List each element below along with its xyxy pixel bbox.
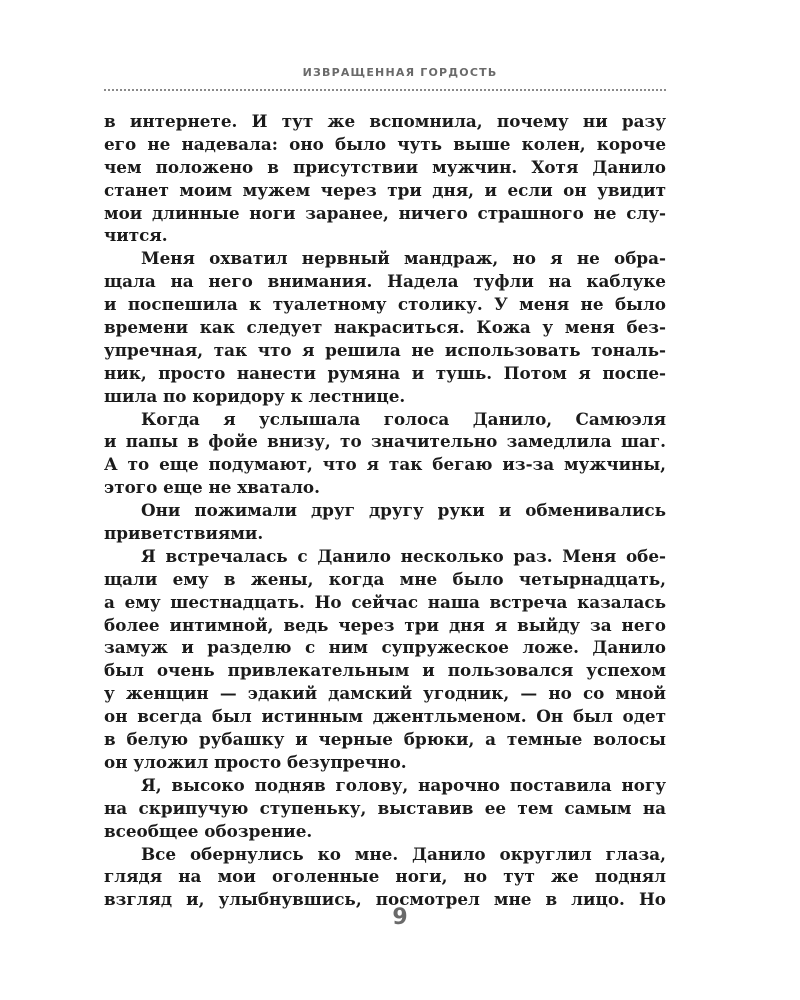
text-line: и поспешила к туалетному столику. У меня не было <box>104 294 666 315</box>
text-line: Я встречалась с Данило несколько раз. Меня обе- <box>141 545 666 566</box>
text-line: чится. <box>104 225 168 246</box>
body-text <box>104 110 666 911</box>
text-line: в белую рубашку и черные брюки, а темные волосы <box>104 729 666 750</box>
text-line: мои длинные ноги заранее, ничего страшного не слу- <box>104 202 666 223</box>
text-line: Меня охватил нервный мандраж, но я не обра- <box>141 248 666 269</box>
text-line: чем положено в присутствии мужчин. Хотя Данило <box>104 156 666 177</box>
text-line: упречная, так что я решила не использовать тональ- <box>104 339 666 360</box>
text-line: ник, просто нанести румяна и тушь. Потом я поспе- <box>104 362 666 383</box>
text-line: щала на него внимания. Надела туфли на каблуке <box>104 271 666 292</box>
text-line: он всегда был истинным джентльменом. Он был одет <box>104 706 666 727</box>
text-line: и папы в фойе внизу, то значительно замедлила шаг. <box>104 431 666 452</box>
text-line: А то еще подумают, что я так бегаю из-за мужчины, <box>104 454 666 475</box>
text-line: в интернете. И тут же вспомнила, почему ни разу <box>104 111 666 131</box>
text-line: Когда я услышала голоса Данило, Самюэля <box>141 408 666 429</box>
text-line: глядя на мои оголенные ноги, но тут же поднял <box>104 866 666 887</box>
text-line: этого еще не хватало. <box>104 477 320 498</box>
text-line: более интимной, ведь через три дня я выйду за него <box>104 614 666 635</box>
text-line: времени как следует накраситься. Кожа у меня без- <box>104 317 666 338</box>
running-header: ИЗВРАЩЕННАЯ ГОРДОСТЬ <box>302 66 498 79</box>
text-line: станет моим мужем через три дня, и если он увидит <box>104 179 666 200</box>
text-line: у женщин — эдакий дамский угодник, — но со мной <box>104 683 666 704</box>
text-line: взгляд и, улыбнувшись, посмотрел мне в лицо. Но <box>104 889 666 910</box>
text-line: Все обернулись ко мне. Данило округлил глаза, <box>141 843 666 864</box>
text-line: приветствиями. <box>104 523 264 544</box>
text-line: замуж и разделю с ним супружеское ложе. Данило <box>104 637 666 658</box>
text-line: всеобщее обозрение. <box>104 820 313 841</box>
text-line: на скрипучую ступеньку, выставив ее тем самым на <box>104 797 666 818</box>
text-line: Я, высоко подняв голову, нарочно поставила ногу <box>141 774 666 795</box>
text-line: щали ему в жены, когда мне было четырнадцать, <box>104 568 666 589</box>
text-line: он уложил просто безупречно. <box>104 751 407 772</box>
text-line: а ему шестнадцать. Но сейчас наша встреча казалась <box>104 591 666 612</box>
text-line: был очень привлекательным и пользовался успехом <box>104 660 666 681</box>
header-divider <box>104 89 666 91</box>
page-number: 9 <box>392 905 408 930</box>
text-line: шила по коридору к лестнице. <box>104 385 406 406</box>
text-line: Они пожимали друг другу руки и обменивались <box>141 500 666 521</box>
text-line: его не надевала: оно было чуть выше колен, короче <box>104 133 666 154</box>
